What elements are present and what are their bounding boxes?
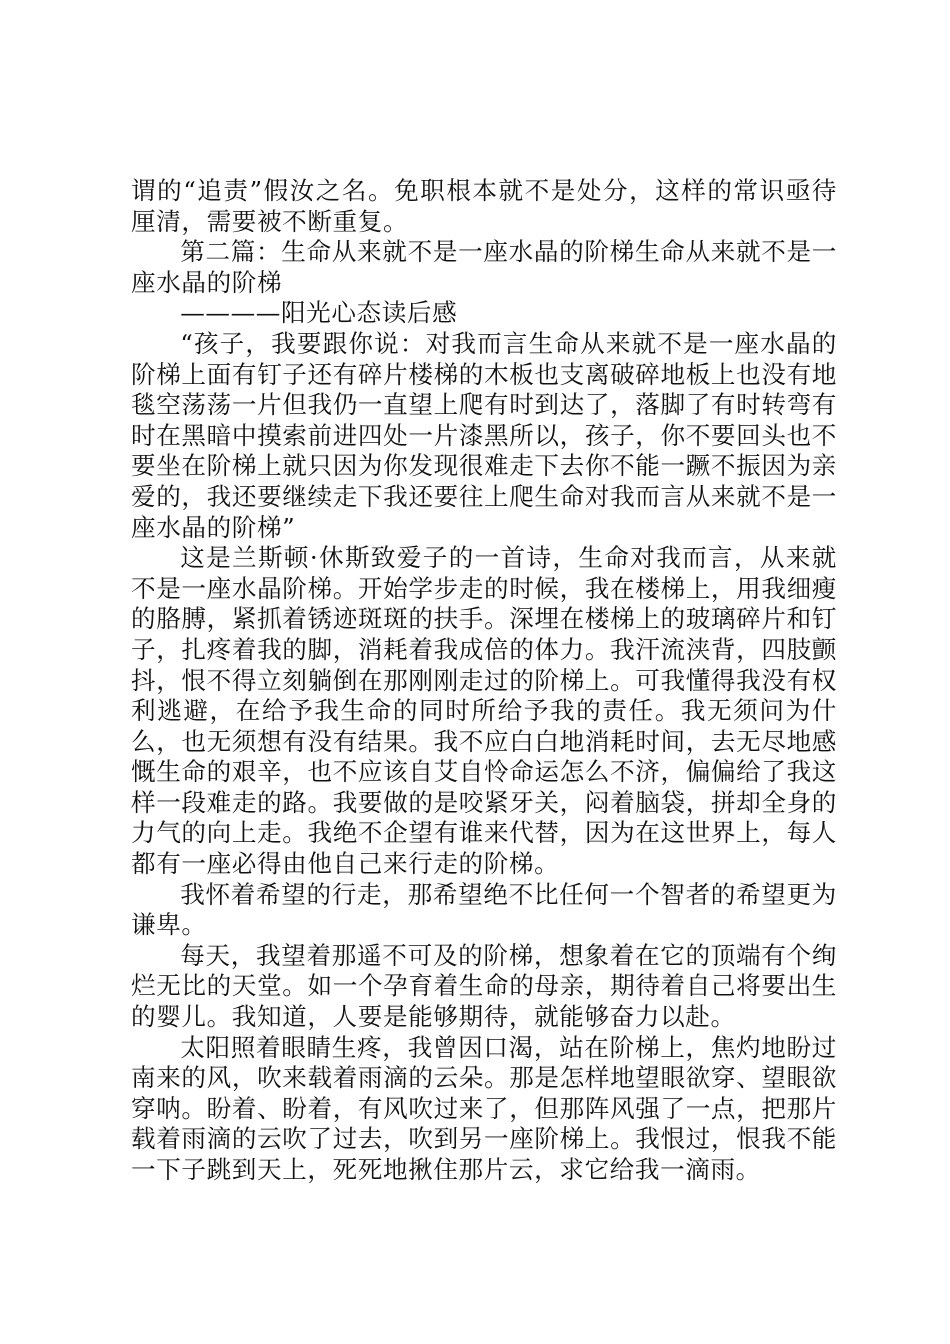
paragraph: 这是兰斯顿·休斯致爱子的一首诗，生命对我而言，从来就不是一座水晶阶梯。开始学步走的时候，我在楼梯上，用我细瘦的胳膊，紧抓着锈迹斑斑的扶手。深埋在楼梯上的玻璃碎片和钉子，扎疼着我的脚，消耗着我成倍的体力。我汗流浃背，四肢颤抖，恨不得立刻躺倒在那刚刚走过的阶梯上。可我懂得我没有权利逃避，在给予我生命的同时所给予我的责任。我无须问为什么，也无须想有没有结果。我不应白白地消耗时间，去无尽地感慨生命的艰辛，也不应该自艾自怜命运怎么不济，偏偏给了我这样一段难走的路。我要做的是咬紧牙关，闷着脑袋，拼却全身的力气的向上走。我绝不企望有谁来代替，因为在这世界上，每人都有一座必得由他自己来行走的阶梯。 xyxy=(131,543,837,879)
paragraph: 每天，我望着那遥不可及的阶梯，想象着在它的顶端有个绚烂无比的天堂。如一个孕育着生命的母亲，期待着自己将要出生的婴儿。我知道，人要是能够期待，就能够奋力以赴。 xyxy=(131,940,837,1032)
paragraph: 太阳照着眼睛生疼，我曾因口渴，站在阶梯上，焦灼地盼过南来的风，吹来载着雨滴的云朵。那是怎样地望眼欲穿、望眼欲穿呐。盼着、盼着，有风吹过来了，但那阵风强了一点，把那片载着雨滴的云吹了过去，吹到另一座阶梯上。我恨过，恨我不能一下子跳到天上，死死地揪住那片云，求它给我一滴雨。 xyxy=(131,1032,837,1184)
paragraph-continuation: 谓的“追责”假汝之名。免职根本就不是处分，这样的常识亟待厘清，需要被不断重复。 xyxy=(131,176,837,236)
paragraph-poem-quote: “孩子，我要跟你说：对我而言生命从来就不是一座水晶的阶梯上面有钉子还有碎片楼梯的木板也支离破碎地板上也没有地毯空荡荡一片但我仍一直望上爬有时到达了，落脚了有时转弯有时在黑暗中摸索前进四处一片漆黑所以，孩子，你不要回头也不要坐在阶梯上就只因为你发现很难走下去你不能一蹶不振因为亲爱的，我还要继续走下我还要往上爬生命对我而言从来就不是一座水晶的阶梯” xyxy=(131,328,837,542)
article-body xyxy=(131,176,837,1186)
paragraph-section-title: 第二篇：生命从来就不是一座水晶的阶梯生命从来就不是一座水晶的阶梯 xyxy=(131,237,837,297)
paragraph-subtitle: ————阳光心态读后感 xyxy=(180,298,458,328)
paragraph: 我怀着希望的行走，那希望绝不比任何一个智者的希望更为谦卑。 xyxy=(131,879,837,940)
